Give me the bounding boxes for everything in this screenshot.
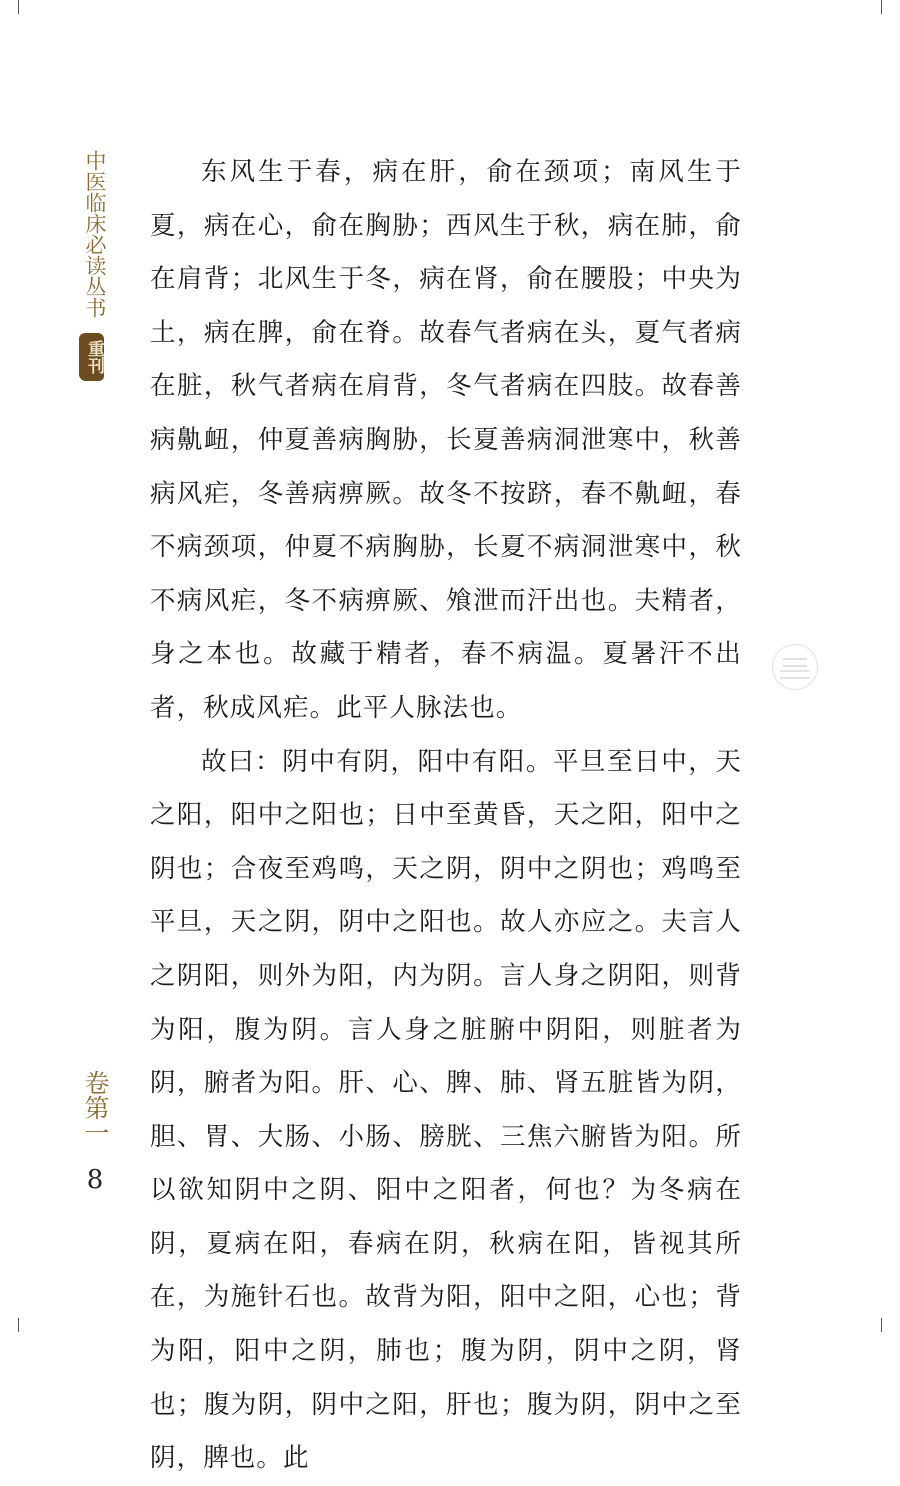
reprint-seal: 重刊: [79, 333, 104, 381]
crop-mark-top-left: [18, 0, 19, 14]
series-title: 中医临床必读丛书: [83, 150, 107, 318]
crop-mark-bottom-left: [18, 1318, 19, 1332]
page-number: 8: [86, 1165, 104, 1195]
paragraph: 故曰：阴中有阴，阳中有阳。平旦至日中，天之阳，阳中之阳也；日中至黄昏，天之阳，阳中之阴也；合夜至鸡鸣，天之阴，阴中之阴也；鸡鸣至平旦，天之阴，阴中之阳也。故人亦应之。夫言人之阴阳，则外为阳，内为阴。言人身之阴阳，则背为阳，腹为阴。言人身之脏腑中阴阳，则脏者为阴，腑者为阳。肝、心、脾、肺、肾五脏皆为阴，胆、胃、大肠、小肠、膀胱、三焦六腑皆为阳。所以欲知阴中之阴、阳中之阳者，何也？为冬病在阴，夏病在阳，春病在阴，秋病在阳，皆视其所在，为施针石也。故背为阳，阳中之阳，心也；背为阳，阳中之阴，肺也；腹为阴，阴中之阴，肾也；腹为阴，阴中之阳，肝也；腹为阴，阴中之至阴，脾也。此: [150, 746, 742, 1474]
crop-mark-top-right: [881, 0, 882, 14]
watermark-logo-icon: [772, 644, 818, 690]
volume-label: 卷第一: [81, 1070, 110, 1145]
crop-mark-bottom-right: [881, 1318, 882, 1332]
paragraph: 东风生于春，病在肝，俞在颈项；南风生于夏，病在心，俞在胸胁；西风生于秋，病在肺，俞在肩背；北风生于冬，病在肾，俞在腰股；中央为土，病在脾，俞在脊。故春气者病在头，夏气者病在脏，秋气者病在肩背，冬气者病在四肢。故春善病鼽衄，仲夏善病胸胁，长夏善病洞泄寒中，秋善病风疟，冬善病痹厥。故冬不按跻，春不鼽衄，春不病颈项，仲夏不病胸胁，长夏不病洞泄寒中，秋不病风疟，冬不病痹厥、飧泄而汗出也。夫精者，身之本也。故藏于精者，春不病温。夏暑汗不出者，秋成风疟。此平人脉法也。: [150, 157, 742, 723]
body-text: [150, 146, 742, 1486]
